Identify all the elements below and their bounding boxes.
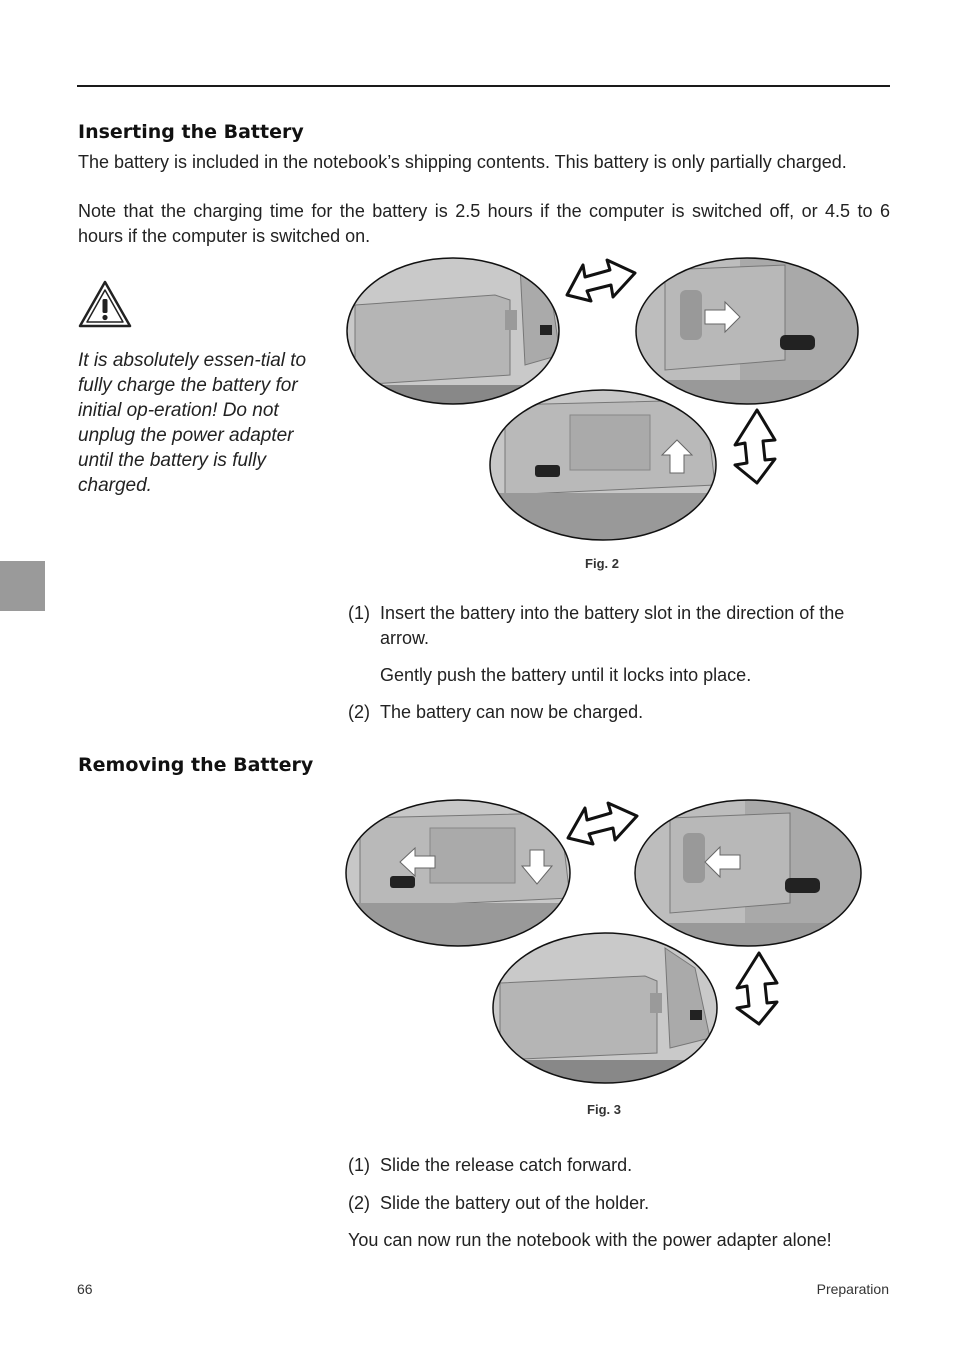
chapter-tab bbox=[0, 561, 45, 611]
footer-section-name: Preparation bbox=[816, 1281, 889, 1297]
header-rule bbox=[77, 85, 890, 87]
step-number: (2) bbox=[348, 702, 370, 722]
insert-step-2 bbox=[348, 700, 890, 725]
fig3-panel-battery-removed bbox=[493, 933, 723, 1088]
step-text: Slide the release catch forward. bbox=[380, 1155, 633, 1175]
step-text: The battery can now be charged. bbox=[380, 702, 644, 722]
intro-paragraph-2: Note that the charging time for the battery is 2.5 hours if the computer is switched off, or 4.5 to 6 hours if the computer is switched on. bbox=[78, 201, 890, 246]
insert-step-1 bbox=[348, 601, 890, 651]
fig3-panel-release-catch bbox=[345, 798, 575, 958]
step-number: (1) bbox=[348, 1155, 370, 1175]
fig3-arrow-down-icon bbox=[737, 953, 777, 1024]
remove-step-1 bbox=[348, 1153, 890, 1178]
insert-note: Gently push the battery until it locks into place. bbox=[380, 665, 752, 685]
step-text: Insert the battery into the battery slot in the direction of the arrow. bbox=[380, 603, 845, 648]
figure-2-illustration bbox=[345, 255, 865, 545]
warning-text: It is absolutely essen-tial to fully charge the battery for initial op-eration! Do not unplug the power adapter until the battery is fully charged. bbox=[78, 350, 307, 496]
fig2-arrow-right-icon bbox=[567, 260, 635, 301]
fig2-panel-battery-inserted bbox=[635, 255, 865, 415]
figure-3-illustration bbox=[345, 798, 865, 1088]
figure-2-caption: Fig. 2 bbox=[585, 556, 619, 571]
heading-removing-battery: Removing the Battery bbox=[78, 754, 314, 776]
figure-3-caption: Fig. 3 bbox=[587, 1102, 621, 1117]
step-text: Slide the battery out of the holder. bbox=[380, 1193, 650, 1213]
fig3-panel-slide-out bbox=[635, 798, 865, 958]
fig2-arrow-down-icon bbox=[735, 410, 775, 483]
remove-closing-paragraph: You can now run the notebook with the power adapter alone! bbox=[348, 1230, 832, 1250]
warning-triangle-icon bbox=[77, 279, 133, 329]
heading-inserting-battery: Inserting the Battery bbox=[78, 121, 304, 143]
fig2-panel-battery-locked bbox=[490, 390, 720, 545]
fig2-panel-battery-outside bbox=[345, 255, 565, 415]
step-number: (1) bbox=[348, 603, 370, 623]
step-number: (2) bbox=[348, 1193, 370, 1213]
fig3-arrow-right-icon bbox=[568, 803, 637, 844]
page-number: 66 bbox=[77, 1281, 93, 1297]
intro-paragraph-1: The battery is included in the notebook’s shipping contents. This battery is only partially charged. bbox=[78, 152, 847, 172]
remove-step-2 bbox=[348, 1191, 890, 1216]
